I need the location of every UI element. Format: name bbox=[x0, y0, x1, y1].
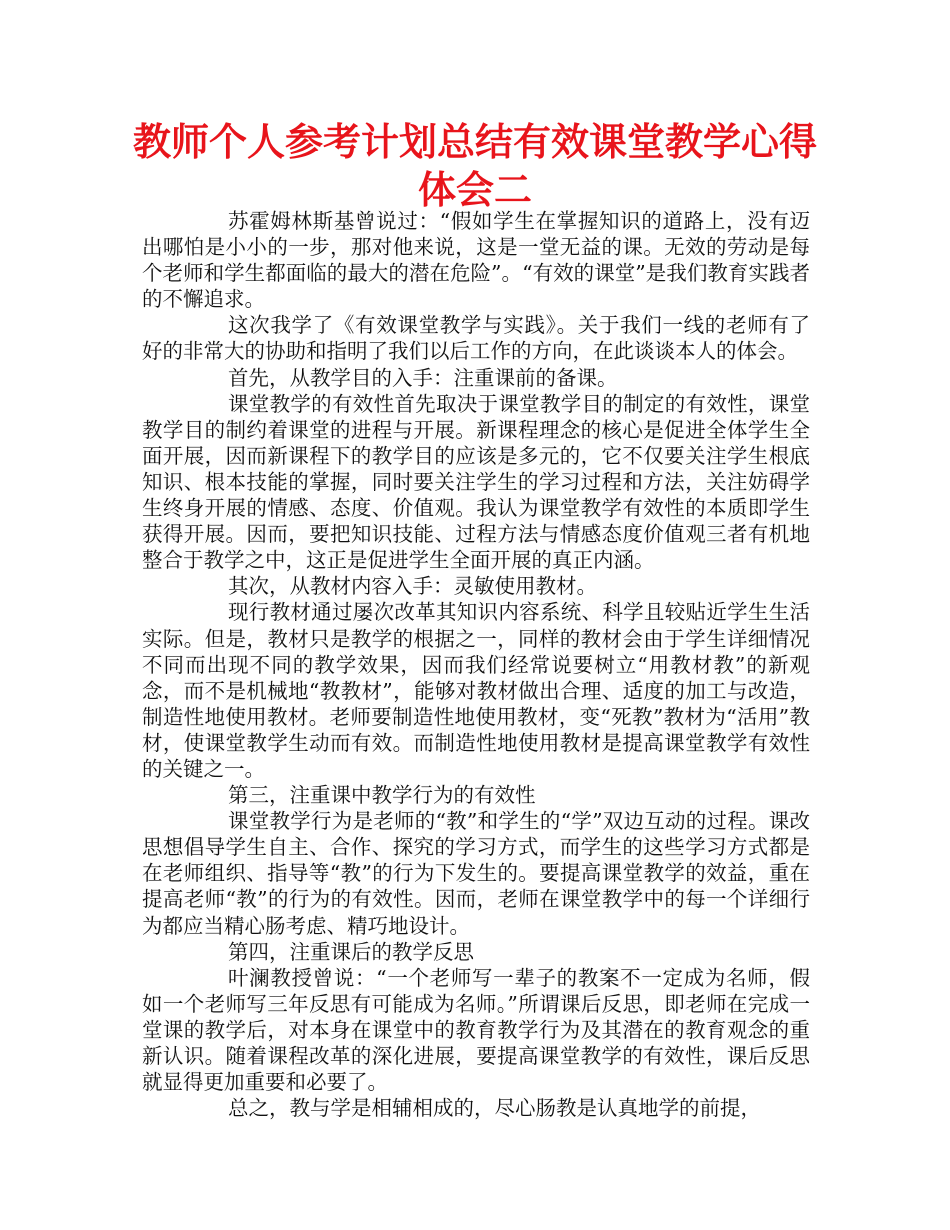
paragraph: 总之，教与学是相辅相成的，尽心肠教是认真地学的前提， bbox=[228, 1096, 761, 1121]
paragraph: 其次，从教材内容入手：灵敏使用教材。 bbox=[228, 574, 597, 599]
paragraph: 第三，注重课中教学行为的有效性 bbox=[228, 783, 536, 808]
document-title: 教师个人参考计划总结有效课堂教学心得体会二 bbox=[132, 120, 817, 212]
paragraph: 苏霍姆林斯基曾说过：“假如学生在掌握知识的道路上，没有迈出哪怕是小小的一步，那对他来说，这是一堂无益的课。无效的劳动是每个老师和学生都面临的最大的潜在危险”。“有效的课堂”是我们教育实践者的不懈追求。 bbox=[142, 209, 810, 312]
paragraph: 课堂教学的有效性首先取决于课堂教学目的制定的有效性，课堂教学目的制约着课堂的进程与开展。新课程理念的核心是促进全体学生全面开展，因而新课程下的教学目的应该是多元的，它不仅要关注学生根底知识、根本技能的掌握，同时要关注学生的学习过程和方法，关注妨碍学生终身开展的情感、态度、价值观。我认为课堂教学有效性的本质即学生获得开展。因而，要把知识技能、过程方法与情感态度价值观三者有机地整合于教学之中，这正是促进学生全面开展的真正内涵。 bbox=[142, 391, 810, 573]
document-body bbox=[142, 208, 810, 1121]
paragraph: 这次我学了《有效课堂教学与实践》。关于我们一线的老师有了好的非常大的协助和指明了我们以后工作的方向，在此谈谈本人的体会。 bbox=[142, 313, 810, 364]
paragraph: 叶澜教授曾说：“一个老师写一辈子的教案不一定成为名师，假如一个老师写三年反思有可能成为名师。”所谓课后反思，即老师在完成一堂课的教学后，对本身在课堂中的教育教学行为及其潜在的教育观念的重新认识。随着课程改革的深化进展，要提高课堂教学的有效性，课后反思就显得更加重要和必要了。 bbox=[142, 965, 810, 1095]
paragraph: 现行教材通过屡次改革其知识内容系统、科学且较贴近学生生活实际。但是，教材只是教学的根据之一，同样的教材会由于学生详细情况不同而出现不同的教学效果，因而我们经常说要树立“用教材教”的新观念，而不是机械地“教教材”，能够对教材做出合理、适度的加工与改造，制造性地使用教材。老师要制造性地使用教材，变“死教”教材为“活用”教材，使课堂教学生动而有效。而制造性地使用教材是提高课堂教学有效性的关键之一。 bbox=[142, 600, 810, 781]
paragraph: 课堂教学行为是老师的“教”和学生的“学”双边互动的过程。课改思想倡导学生自主、合作、探究的学习方式，而学生的这些学习方式都是在老师组织、指导等“教”的行为下发生的。要提高课堂教学的效益，重在提高老师“教”的行为的有效性。因而，老师在课堂教学中的每一个详细行为都应当精心肠考虑、精巧地设计。 bbox=[142, 809, 810, 938]
paragraph: 第四，注重课后的教学反思 bbox=[228, 939, 474, 964]
paragraph: 首先，从教学目的入手：注重课前的备课。 bbox=[228, 365, 618, 390]
